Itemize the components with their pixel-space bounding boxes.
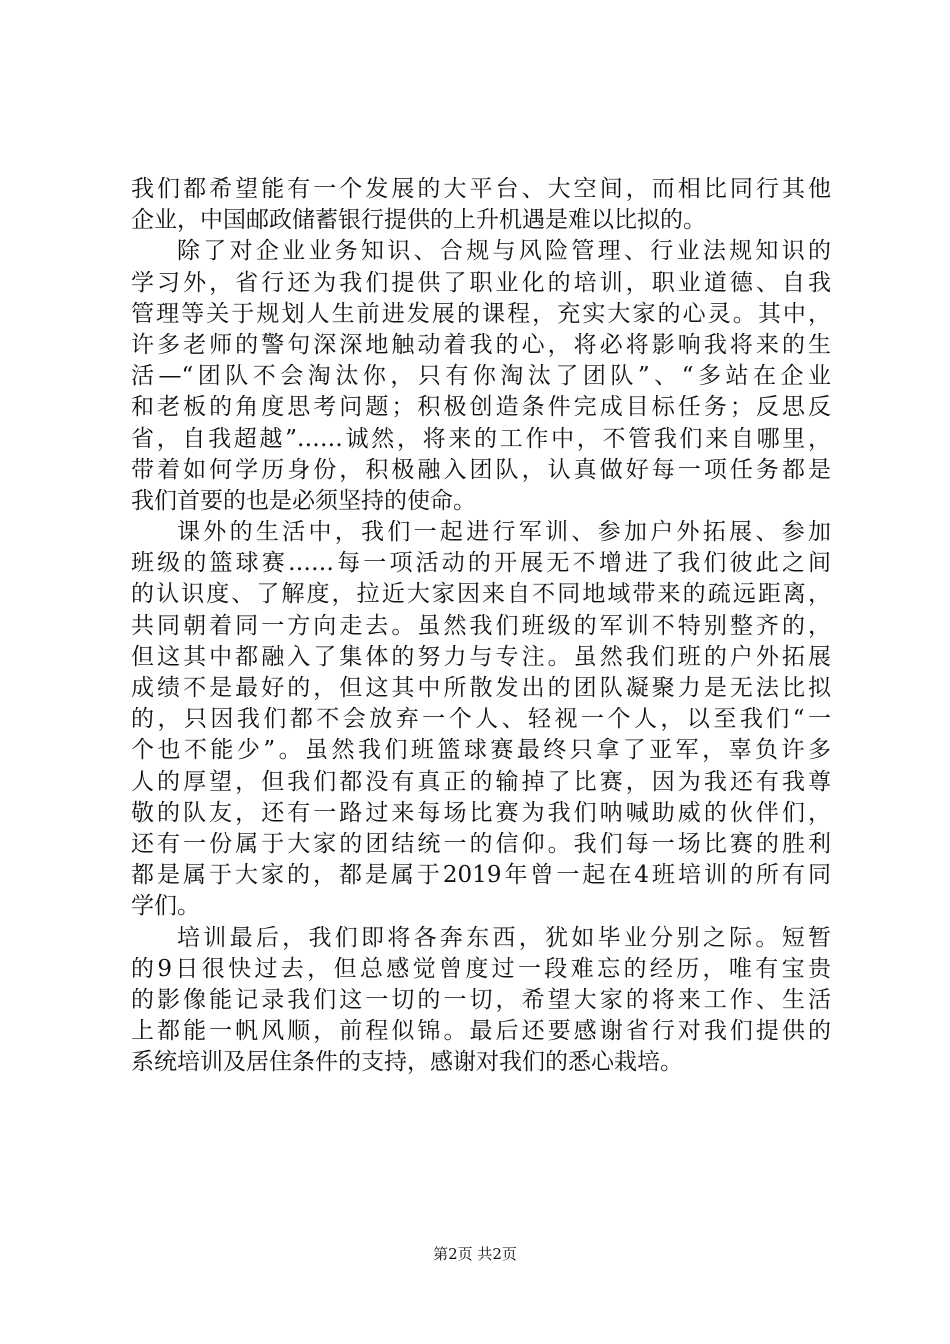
text-line: 还有一份属于大家的团结统一的信仰。我们每一场比赛的胜利 <box>131 830 831 857</box>
text-line: 的，只因我们都不会放弃一个人、轻视一个人，以至我们“一 <box>131 706 831 733</box>
text-line: 共同朝着同一方向走去。虽然我们班级的军训不特别整齐的， <box>131 612 831 639</box>
text-line: 带着如何学历身份，积极融入团队，认真做好每一项任务都是 <box>131 456 831 483</box>
page-footer <box>0 1244 950 1264</box>
text-line: 活—“团队不会淘汰你，只有你淘汰了团队”、“多站在企业 <box>131 363 831 390</box>
text-line: 上都能一帆风顺，前程似锦。最后还要感谢省行对我们提供的 <box>131 1018 831 1045</box>
text-line: 管理等关于规划人生前进发展的课程，充实大家的心灵。其中， <box>131 300 831 327</box>
text-line: 的9日很快过去，但总感觉曾度过一段难忘的经历，唯有宝贵 <box>131 955 831 982</box>
text-line: 我们首要的也是必须坚持的使命。 <box>131 487 476 514</box>
text-line: 学习外，省行还为我们提供了职业化的培训，职业道德、自我 <box>131 269 831 296</box>
text-line: 的影像能记录我们这一切的一切，希望大家的将来工作、生活 <box>131 986 831 1013</box>
text-line: 许多老师的警句深深地触动着我的心，将必将影响我将来的生 <box>131 331 831 358</box>
text-line: 人的厚望，但我们都没有真正的输掉了比赛，因为我还有我尊 <box>131 768 831 795</box>
text-line: 学们。 <box>131 893 200 920</box>
text-line: 的认识度、了解度，拉近大家因来自不同地域带来的疏远距离， <box>131 581 831 608</box>
text-line: 成绩不是最好的，但这其中所散发出的团队凝聚力是无法比拟 <box>131 675 831 701</box>
text-line: 和老板的角度思考问题；积极创造条件完成目标任务；反思反 <box>131 394 831 421</box>
text-line: 都是属于大家的，都是属于2019年曾一起在4班培训的所有同 <box>131 862 831 889</box>
text-line: 但这其中都融入了集体的努力与专注。虽然我们班的户外拓展 <box>131 643 831 670</box>
text-line: 课外的生活中，我们一起进行军训、参加户外拓展、参加 <box>177 519 831 546</box>
page-number: 第2页 共2页 <box>433 1245 517 1263</box>
text-line: 除了对企业业务知识、合规与风险管理、行业法规知识的 <box>177 238 831 265</box>
text-line: 敬的队友，还有一路过来每场比赛为我们呐喊助威的伙伴们， <box>131 799 831 826</box>
text-line: 班级的篮球赛……每一项活动的开展无不增进了我们彼此之间 <box>131 550 831 577</box>
text-line: 企业，中国邮政储蓄银行提供的上升机遇是难以比拟的。 <box>131 207 706 234</box>
text-line: 个也不能少”。虽然我们班篮球赛最终只拿了亚军，辜负许多 <box>131 737 831 764</box>
text-line: 省，自我超越”……诚然，将来的工作中，不管我们来自哪里， <box>131 425 831 452</box>
text-line: 我们都希望能有一个发展的大平台、大空间，而相比同行其他 <box>131 176 831 202</box>
text-line: 系统培训及居住条件的支持，感谢对我们的悉心栽培。 <box>131 1049 683 1076</box>
text-line: 培训最后，我们即将各奔东西，犹如毕业分别之际。短暂 <box>177 924 831 951</box>
document-body <box>131 174 831 1078</box>
